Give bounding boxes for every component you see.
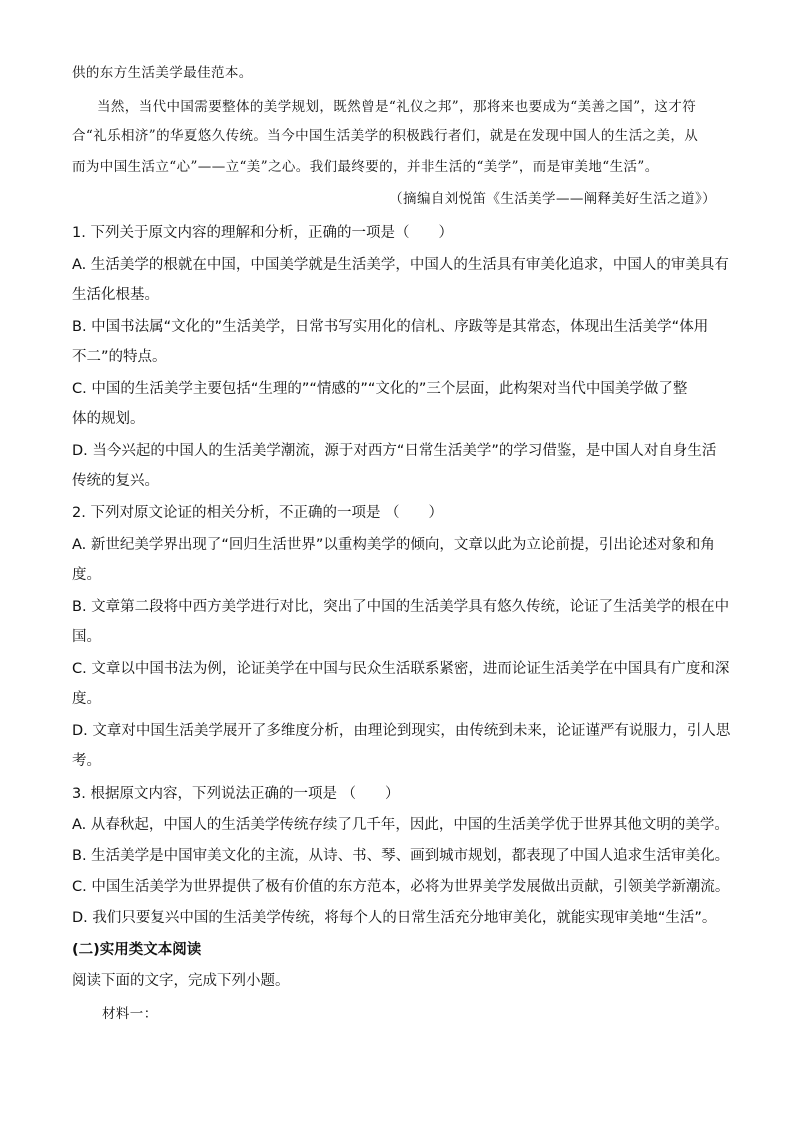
question-1-option-d-cont: 传统的复兴。 bbox=[72, 473, 159, 489]
question-3-option-c: C. 中国生活美学为世界提供了极有价值的东方范本，必将为世界美学发展做出贡献，引领美学新潮流。 bbox=[72, 879, 730, 895]
passage-line-3: 合“礼乐相济”的华夏悠久传统。当今中国生活美学的积极践行者们，就是在发现中国人的生活之美，从 bbox=[72, 128, 699, 144]
question-1-option-d: D. 当今兴起的中国人的生活美学潮流，源于对西方“日常生活美学”的学习借鉴，是中国人对自身生活 bbox=[72, 443, 717, 459]
section-instruction: 阅读下面的文字，完成下列小题。 bbox=[72, 973, 290, 989]
question-1-option-b-cont: 不二”的特点。 bbox=[72, 349, 167, 365]
question-3-option-a: A. 从春秋起，中国人的生活美学传统存续了几千年，因此，中国的生活美学优于世界其他文明的美学。 bbox=[72, 817, 729, 833]
question-1-option-b: B. 中国书法属“文化的”生活美学，日常书写实用化的信札、序跋等是其常态，体现出生活美学“体用 bbox=[72, 319, 709, 335]
question-2-stem: 2. 下列对原文论证的相关分析，不正确的一项是 （ ） bbox=[72, 505, 444, 521]
question-2-option-b: B. 文章第二段将中西方美学进行对比，突出了中国的生活美学具有悠久传统，论证了生活美学的根在中 bbox=[72, 599, 730, 615]
question-3-option-b: B. 生活美学是中国审美文化的主流，从诗、书、琴、画到城市规划，都表现了中国人追求生活审美化。 bbox=[72, 848, 730, 864]
question-2-option-b-cont: 国。 bbox=[72, 629, 101, 645]
question-1-option-a: A. 生活美学的根就在中国，中国美学就是生活美学，中国人的生活具有审美化追求，中国人的审美具有 bbox=[72, 257, 729, 273]
question-3-option-d: D. 我们只要复兴中国的生活美学传统，将每个人的日常生活充分地审美化，就能实现审美地“生活”。 bbox=[72, 910, 717, 926]
question-1-option-c: C. 中国的生活美学主要包括“生理的”“情感的”“文化的”三个层面，此构架对当代中国美学做了整 bbox=[72, 381, 688, 397]
question-1-option-c-cont: 体的规划。 bbox=[72, 411, 145, 427]
question-2-option-c: C. 文章以中国书法为例，论证美学在中国与民众生活联系紧密，进而论证生活美学在中国具有广度和深 bbox=[72, 661, 730, 677]
question-2-option-c-cont: 度。 bbox=[72, 691, 101, 707]
passage-line-2: 当然，当代中国需要整体的美学规划，既然曾是“礼仪之邦”，那将来也要成为“美善之国”，这才符 bbox=[97, 99, 697, 115]
question-2-option-a-cont: 度。 bbox=[72, 567, 101, 583]
passage-line-4: 而为中国生活立“心”——立“美”之心。我们最终要的，并非生活的“美学”，而是审美地“生活”。 bbox=[72, 159, 659, 175]
question-1-stem: 1. 下列关于原文内容的理解和分析，正确的一项是（ ） bbox=[72, 225, 453, 241]
question-3-stem: 3. 根据原文内容，下列说法正确的一项是 （ ） bbox=[72, 786, 400, 802]
material-label: 材料一： bbox=[102, 1006, 158, 1022]
passage-source: （摘编自刘悦笛《生活美学——阐释美好生活之道》） bbox=[389, 191, 716, 207]
question-2-option-d-cont: 考。 bbox=[72, 753, 101, 769]
question-2-option-a: A. 新世纪美学界出现了“回归生活世界”以重构美学的倾向，文章以此为立论前提，引出论述对象和角 bbox=[72, 537, 715, 553]
passage-line-1: 供的东方生活美学最佳范本。 bbox=[72, 65, 253, 81]
section-heading: (二)实用类文本阅读 bbox=[72, 942, 202, 958]
question-1-option-a-cont: 生活化根基。 bbox=[72, 287, 159, 303]
question-2-option-d: D. 文章对中国生活美学展开了多维度分析，由理论到现实，由传统到未来，论证谨严有说服力，引人思 bbox=[72, 723, 731, 739]
